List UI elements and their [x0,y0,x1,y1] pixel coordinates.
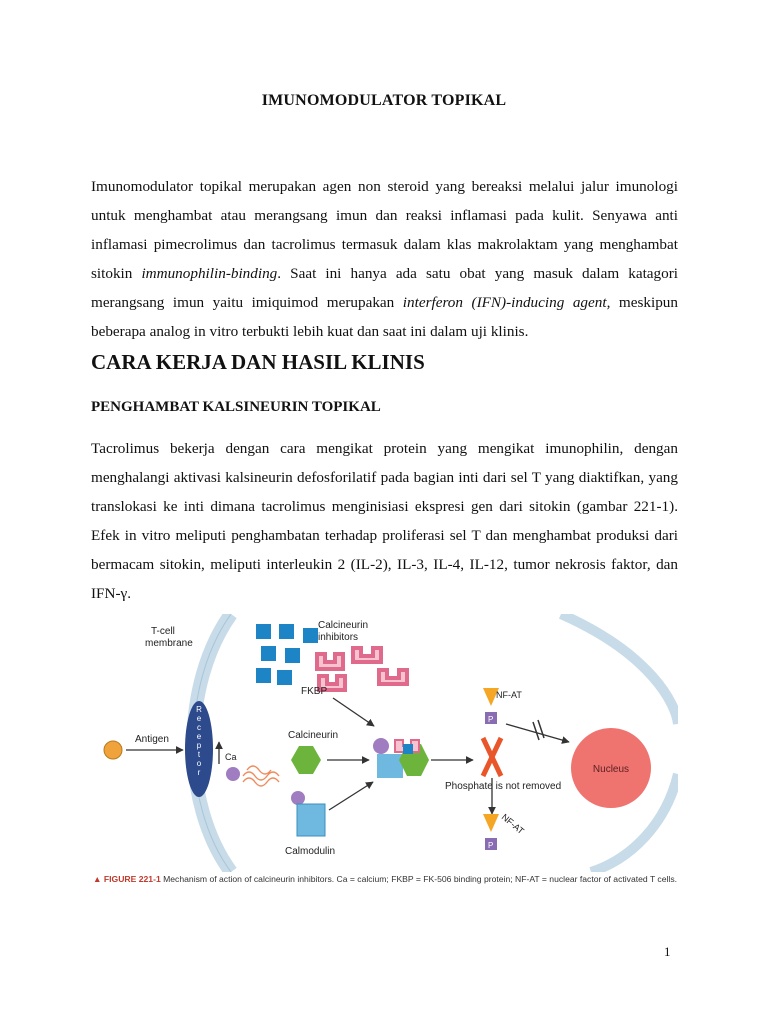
label-calcineurin-inhibitors-2: inhibitors [318,632,359,643]
label-fkbp: FKBP [301,686,328,697]
figure-caption-text: Mechanism of action of calcineurin inhibitors. Ca = calcium; FKBP = FK-506 binding protein; NF-AT = nuclear factor of activated T cells. [160,874,678,884]
intro-text-3: meskipun beberapa analog in vitro terbukti lebih kuat dan saat ini dalam uji klinis. [91,294,678,340]
label-calcineurin: Calcineurin [288,730,339,741]
label-antigen: Antigen [135,734,169,745]
label-nfat-bottom: NF-AT [499,811,526,837]
intro-text-1: Imunomodulator topikal merupakan agen non steroid yang bereaksi melalui jalur imunologi untuk menghambat atau merangsang imun dan reaksi inflamasi pada kulit. Senyawa anti inflamasi pimecrolimus dan tacrolimus termasuk dalam klas makrolaktam yang menghambat sitokin [91,178,678,282]
figure-221-1 [91,614,678,894]
calcineurin-hexagon [291,746,321,774]
block-x [483,738,501,776]
ca-circle [226,767,240,781]
calcineurin-inhibitor-squares [256,624,318,685]
subsection-heading: PENGHAMBAT KALSINEURIN TOPIKAL [91,399,381,415]
label-p-top: P [488,715,494,724]
section-heading: CARA KERJA DAN HASIL KLINIS [91,350,425,374]
label-calmodulin: Calmodulin [285,846,336,857]
document-title: IMUNOMODULATOR TOPIKAL [261,92,507,109]
intro-paragraph [91,172,678,346]
label-ca: Ca [225,752,237,762]
label-tcell-1: T-cell [151,626,175,637]
ca-waves [243,766,279,786]
nfat-arrow [506,724,569,742]
label-p-bottom: P [488,841,494,850]
fkbp-arrow [333,698,374,726]
intro-italic-2: interferon (IFN)-inducing agent, [402,294,611,311]
nfat-bottom-triangle [483,814,499,832]
label-calcineurin-inhibitors-1: Calcineurin [318,620,369,631]
label-nucleus: Nucleus [592,764,630,775]
figure-caption-label: ▲ FIGURE 221-1 [93,874,161,884]
figure-caption [93,874,680,884]
mechanism-paragraph: Tacrolimus bekerja dengan cara mengikat protein yang mengikat imunophilin, dengan menghalangi aktivasi kalsineurin defosforilatif pada bagian inti dari sel T yang diaktifkan, yang translokasi ke inti dimana tacrolimus menginisiasi ekspresi gen dari sitokin (gambar 221-1). Efek in vitro meliputi penghambatan terhadap proliferasi sel T dan menghambat produksi dari bermacam sitokin, meliputi interleukin 2 (IL-2), IL-3, IL-4, IL-12, tumor nekrosis faktor, dan IFN-γ. [91,440,678,602]
calmodulin-square [297,804,325,836]
label-tcell-2: membrane [145,638,193,649]
fkbp-shapes [317,648,407,690]
label-nfat-top: NF-AT [496,690,522,700]
mechanism-diagram [91,614,678,872]
label-phosphate: Phosphate is not removed [445,781,562,792]
antigen-circle [104,741,122,759]
page-number: 1 [664,944,671,959]
nucleus-envelope-arc [561,614,678,724]
calmodulin-ca-circle [291,791,305,805]
intro-italic-1: immunophilin-binding [141,265,278,282]
calmodulin-arrow [329,782,373,810]
label-receptor: R e c e p t o r [196,705,202,777]
intro-text-2: . Saat ini hanya ada satu obat yang masuk dalam katagori merangsang imun yaitu imiquimod merupakan [91,265,678,311]
calcineurin-complex [373,738,429,778]
